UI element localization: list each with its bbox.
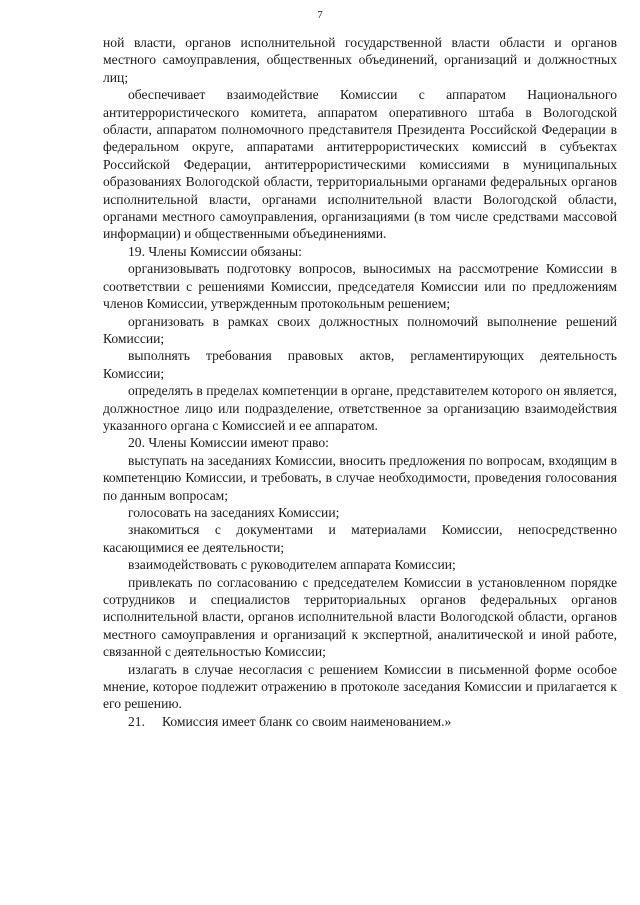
paragraph: организовать в рамках своих должностных полномочий выполнение решений Комиссии;	[103, 313, 617, 346]
paragraph: выполнять требования правовых актов, регламентирующих деятельность Комиссии;	[103, 348, 617, 381]
section-heading-20: 20. Члены Комиссии имеют право:	[128, 435, 329, 451]
final-item-number: 21.	[128, 713, 145, 729]
page-number: 7	[317, 9, 323, 21]
final-item-text: Комиссия имеет бланк со своим наименованием.»	[162, 713, 452, 729]
paragraph: определять в пределах компетенции в органе, представителем которого он является, должностное лицо или подразделение, ответственное за организацию взаимодействия указанного органа с Комиссией и ее аппаратом.	[103, 383, 617, 433]
paragraph: привлекать по согласованию с председателем Комиссии в установленном порядке сотрудников и специалистов территориальных органов федеральных органов исполнительной власти, органов исполнительной власти Вологодской области, органов местного самоуправления и организаций к экспертной, аналитической и иной работе, связанной с деятельностью Комиссии;	[103, 574, 617, 660]
paragraph: голосовать на заседаниях Комиссии;	[128, 504, 340, 520]
paragraph: организовывать подготовку вопросов, выносимых на рассмотрение Комиссии в соответствии с решениями Комиссии, председателя Комиссии или по предложениям членов Комиссии, утвержденным протокольным решением;	[103, 261, 617, 312]
paragraph: знакомиться с документами и материалами Комиссии, непосредственно касающимися ее деятельности;	[103, 522, 617, 555]
paragraph: обеспечивает взаимодействие Комиссии с аппаратом Национального антитеррористического комитета, аппаратом оперативного штаба в Вологодской области, аппаратом полномочного представителя Президента Российской Федерации в федеральном округе, аппаратами антитеррористических комиссий в субъектах Российской Федерации, антитеррористическими комиссиями в муниципальных образованиях Вологодской области, территориальными органами федеральных органов исполнительной власти, органами исполнительной власти Вологодской области, органами местного самоуправления, организациями (в том числе средствами массовой информации) и общественными объединениями.	[103, 87, 617, 242]
section-heading-19: 19. Члены Комиссии обязаны:	[128, 243, 302, 259]
paragraph: взаимодействовать с руководителем аппарата Комиссии;	[128, 557, 456, 573]
paragraph: выступать на заседаниях Комиссии, вносить предложения по вопросам, входящим в компетенцию Комиссии, и требовать, в случае необходимости, проведения голосования по данным вопросам;	[103, 452, 617, 503]
paragraph: ной власти, органов исполнительной государственной власти области и органов местного самоуправления, общественных объединений, организаций и должностных лиц;	[103, 35, 617, 85]
paragraph: излагать в случае несогласия с решением Комиссии в письменной форме особое мнение, которое подлежит отражению в протоколе заседания Комиссии и прилагается к его решению.	[103, 661, 617, 712]
document-body	[103, 34, 617, 730]
final-item-21	[103, 713, 617, 730]
